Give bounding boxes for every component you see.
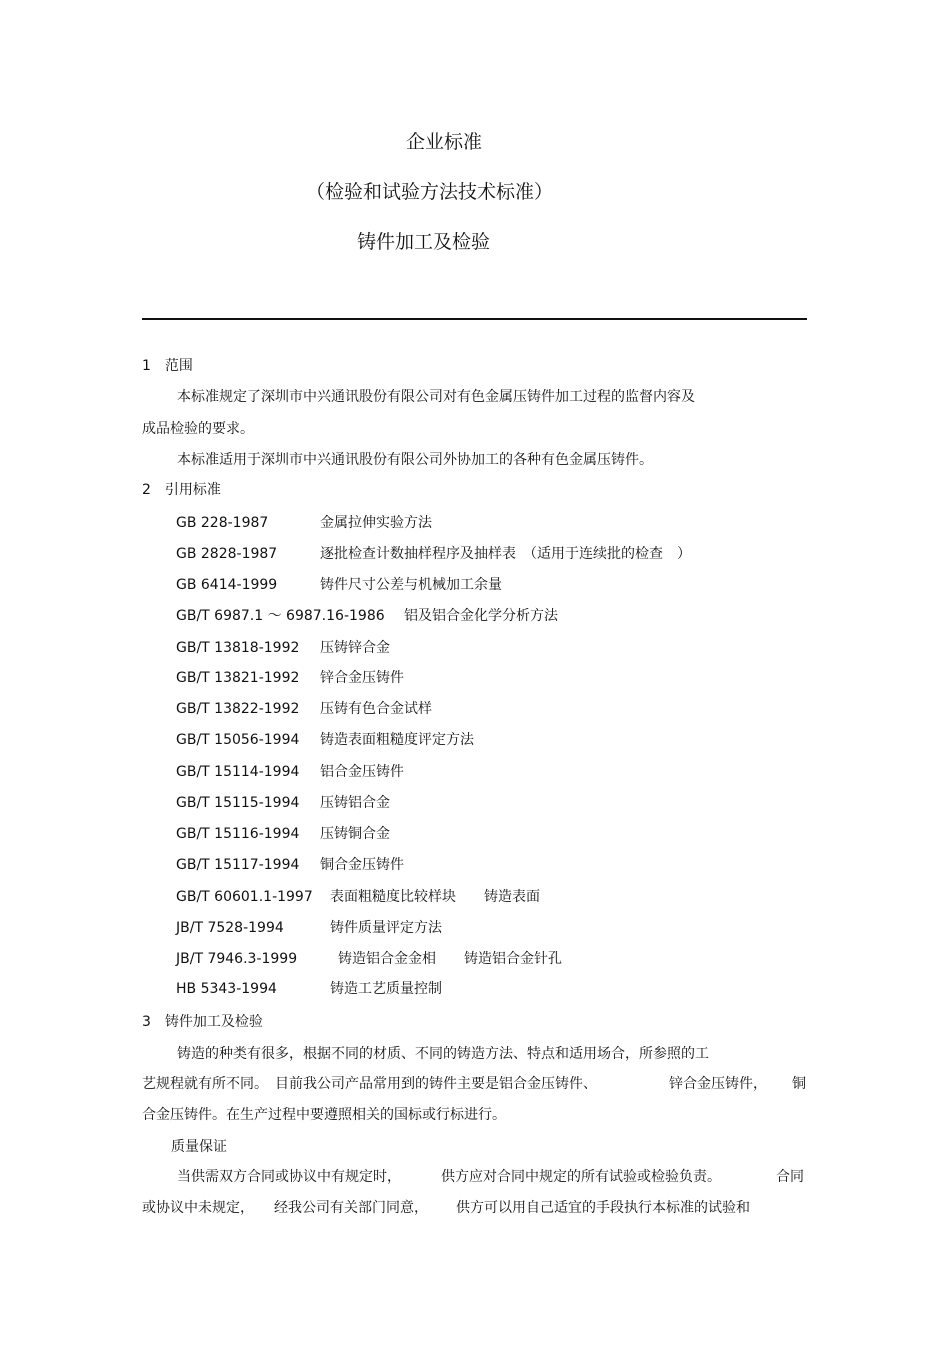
reference-code: GB/T 15116-1994 xyxy=(176,826,300,842)
reference-name: 铜合金压铸件 xyxy=(320,857,404,873)
reference-item xyxy=(176,763,404,781)
reference-code: HB 5343-1994 xyxy=(176,981,277,997)
quality-paragraph-line: 经我公司有关部门同意， xyxy=(274,1200,428,1216)
reference-name: 铸造铝合金金相 铸造铝合金针孔 xyxy=(338,951,562,967)
reference-name: 铸造表面粗糙度评定方法 xyxy=(320,732,474,748)
reference-code: GB 228-1987 xyxy=(176,515,269,531)
reference-name: 压铸铝合金 xyxy=(320,795,390,811)
quality-heading: 质量保证 xyxy=(171,1139,227,1155)
quality-paragraph-line: 当供需双方合同或协议中有规定时， xyxy=(177,1169,401,1185)
reference-code: GB/T 60601.1-1997 xyxy=(176,889,313,905)
section-3-heading: 3 铸件加工及检验 xyxy=(142,1014,263,1030)
reference-item xyxy=(176,888,540,906)
reference-name: 铸造工艺质量控制 xyxy=(330,981,442,997)
reference-item xyxy=(176,731,474,749)
reference-item xyxy=(176,514,432,532)
reference-name: 铝及铝合金化学分析方法 xyxy=(404,608,558,624)
reference-item xyxy=(176,639,390,657)
section-1-paragraph-2: 本标准适用于深圳市中兴通讯股份有限公司外协加工的各种有色金属压铸件。 xyxy=(177,452,653,468)
section-3-paragraph-line: 锌合金压铸件， xyxy=(669,1076,767,1092)
reference-name: 压铸铜合金 xyxy=(320,826,390,842)
reference-item xyxy=(176,576,502,594)
reference-name: 锌合金压铸件 xyxy=(320,670,404,686)
section-2-heading: 2 引用标准 xyxy=(142,482,221,498)
reference-code: GB/T 13822-1992 xyxy=(176,701,300,717)
title-casting: 铸件加工及检验 xyxy=(357,231,491,253)
reference-code: JB/T 7946.3-1999 xyxy=(176,951,298,967)
reference-name: 金属拉伸实验方法 xyxy=(320,515,432,531)
reference-item xyxy=(176,607,558,625)
reference-name: 铝合金压铸件 xyxy=(320,764,404,780)
reference-item xyxy=(176,700,432,718)
section-3-paragraph-line: 铸造的种类有很多，根据不同的材质、不同的铸造方法、特点和适用场合，所参照的工 xyxy=(177,1046,709,1062)
reference-item xyxy=(176,919,442,937)
title-subtitle: （检验和试验方法技术标准） xyxy=(306,181,554,203)
reference-item xyxy=(176,980,442,998)
reference-code: GB/T 15114-1994 xyxy=(176,764,300,780)
quality-paragraph-line: 或协议中未规定， xyxy=(142,1200,254,1216)
reference-code: GB/T 15115-1994 xyxy=(176,795,300,811)
reference-item xyxy=(176,825,390,843)
reference-code: GB 6414-1999 xyxy=(176,577,278,593)
reference-item xyxy=(176,856,404,874)
section-3-paragraph-line: 合金压铸件。在生产过程中要遵照相关的国标或行标进行。 xyxy=(142,1107,506,1123)
reference-code: GB/T 15056-1994 xyxy=(176,732,300,748)
reference-name: 压铸锌合金 xyxy=(320,640,390,656)
section-3-paragraph-line: 艺规程就有所不同。 目前我公司产品常用到的铸件主要是铝合金压铸件、 xyxy=(142,1076,597,1092)
header-rule xyxy=(142,318,807,320)
reference-name: 表面粗糙度比较样块 铸造表面 xyxy=(330,889,540,905)
title-enterprise-standard: 企业标准 xyxy=(406,131,483,153)
reference-code: GB/T 6987.1 ～ 6987.16-1986 xyxy=(176,608,385,624)
quality-paragraph-line: 供方应对合同中规定的所有试验或检验负责。 xyxy=(441,1169,721,1185)
section-1-paragraph-line: 成品检验的要求。 xyxy=(142,421,254,437)
reference-code: GB/T 13821-1992 xyxy=(176,670,300,686)
reference-name: 铸件尺寸公差与机械加工余量 xyxy=(320,577,502,593)
reference-name: 铸件质量评定方法 xyxy=(330,920,442,936)
reference-name: 逐批检查计数抽样程序及抽样表 （适用于连续批的检查 ） xyxy=(320,546,691,562)
reference-name: 压铸有色合金试样 xyxy=(320,701,432,717)
reference-item xyxy=(176,950,562,968)
quality-paragraph-line: 供方可以用自己适宜的手段执行本标准的试验和 xyxy=(456,1200,750,1216)
reference-item xyxy=(176,545,691,563)
section-1-heading: 1 范围 xyxy=(142,358,193,374)
reference-code: GB 2828-1987 xyxy=(176,546,278,562)
section-1-paragraph-line: 本标准规定了深圳市中兴通讯股份有限公司对有色金属压铸件加工过程的监督内容及 xyxy=(177,389,695,405)
section-3-paragraph-line: 铜 xyxy=(792,1076,806,1092)
reference-item xyxy=(176,794,390,812)
reference-code: GB/T 13818-1992 xyxy=(176,640,300,656)
reference-code: GB/T 15117-1994 xyxy=(176,857,300,873)
reference-code: JB/T 7528-1994 xyxy=(176,920,284,936)
quality-paragraph-line: 合同 xyxy=(776,1169,804,1185)
reference-item xyxy=(176,669,404,687)
